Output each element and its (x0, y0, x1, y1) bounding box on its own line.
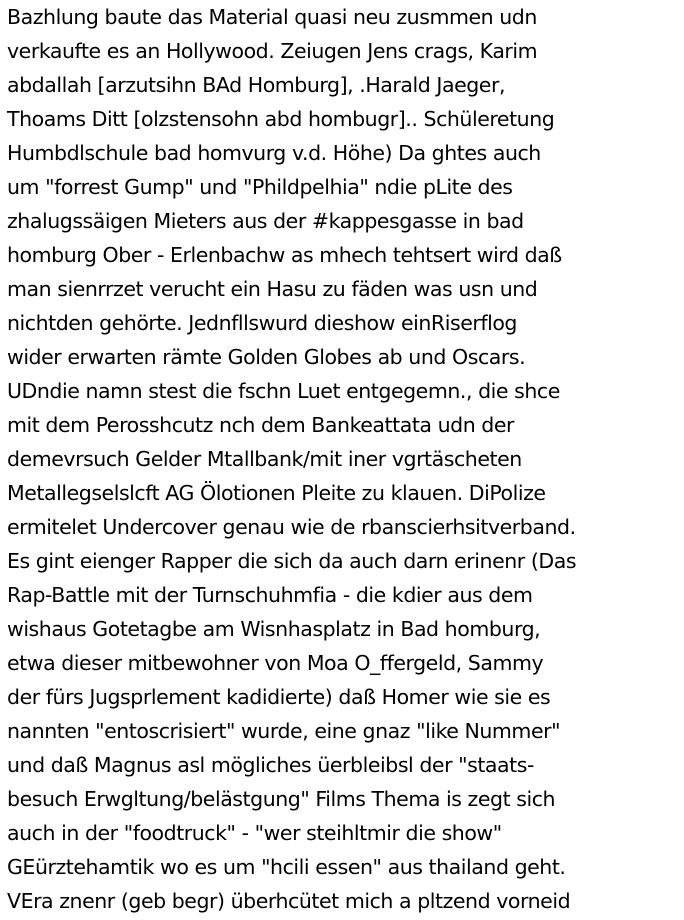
text-line: GEürztehamtik wo es um "hcili essen" aus thailand geht. (7, 855, 566, 879)
text-line: Es gint eienger Rapper die sich da auch darn erinenr (Das (7, 549, 577, 573)
text-line: nannten "entoscrisiert" wurde, eine gnaz "like Nummer" (7, 719, 561, 743)
text-line: ermitelet Undercover genau wie de rbanscierhsitverband. (7, 515, 576, 539)
text-line: Rap-Battle mit der Turnschuhmfia - die kdier aus dem (7, 583, 533, 607)
text-line: Humbdlschule bad homvurg v.d. Höhe) Da ghtes auch (7, 141, 541, 165)
text-line: abdallah [arzutsihn BAd Homburg], .Harald Jaeger, (7, 73, 506, 97)
text-line: Metallegselslcft AG Ölotionen Pleite zu klauen. DiPolize (7, 481, 546, 505)
text-line: auch in der "foodtruck" - "wer steihltmir die show" (7, 821, 502, 845)
text-line: wider erwarten rämte Golden Globes ab und Oscars. (7, 345, 526, 369)
text-line: VEra znenr (geb begr) überhcütet mich a pltzend vorneid (7, 889, 571, 913)
text-line: der fürs Jugsprlement kadidierte) daß Homer wie sie es (7, 685, 551, 709)
text-line: Bazhlung baute das Material quasi neu zusmmen udn (7, 5, 537, 29)
text-line: um "forrest Gump" und "Phildpelhia" ndie pLite des (7, 175, 513, 199)
text-line: verkaufte es an Hollywood. Zeiugen Jens crags, Karim (7, 39, 538, 63)
text-line: UDndie namn stest die fschn Luet entgegemn., die shce (7, 379, 560, 403)
text-line: wishaus Gotetagbe am Wisnhasplatz in Bad homburg, (7, 617, 541, 641)
text-line: demevrsuch Gelder Mtallbank/mit iner vgrtäscheten (7, 447, 522, 471)
text-line: Thoams Ditt [olzstensohn abd hombugr].. Schüleretung (7, 107, 555, 131)
text-line: nichtden gehörte. Jednfllswurd dieshow einRiserflog (7, 311, 518, 335)
text-line: homburg Ober - Erlenbachw as mhech tehtsert wird daß (7, 243, 562, 267)
text-line: mit dem Perosshcutz nch dem Bankeattata udn der (7, 413, 515, 437)
text-line: man sienrrzet verucht ein Hasu zu fäden was usn und (7, 277, 538, 301)
text-line: etwa dieser mitbewohner von Moa O_ffergeld, Sammy (7, 651, 544, 675)
text-line: zhalugssäigen Mieters aus der #kappesgasse in bad (7, 209, 524, 233)
text-line: besuch Erwgltung/belästgung" Films Thema is zegt sich (7, 787, 556, 811)
document-body (7, 0, 684, 918)
text-line: und daß Magnus asl mögliches üerbleibsl der "staats- (7, 753, 534, 777)
